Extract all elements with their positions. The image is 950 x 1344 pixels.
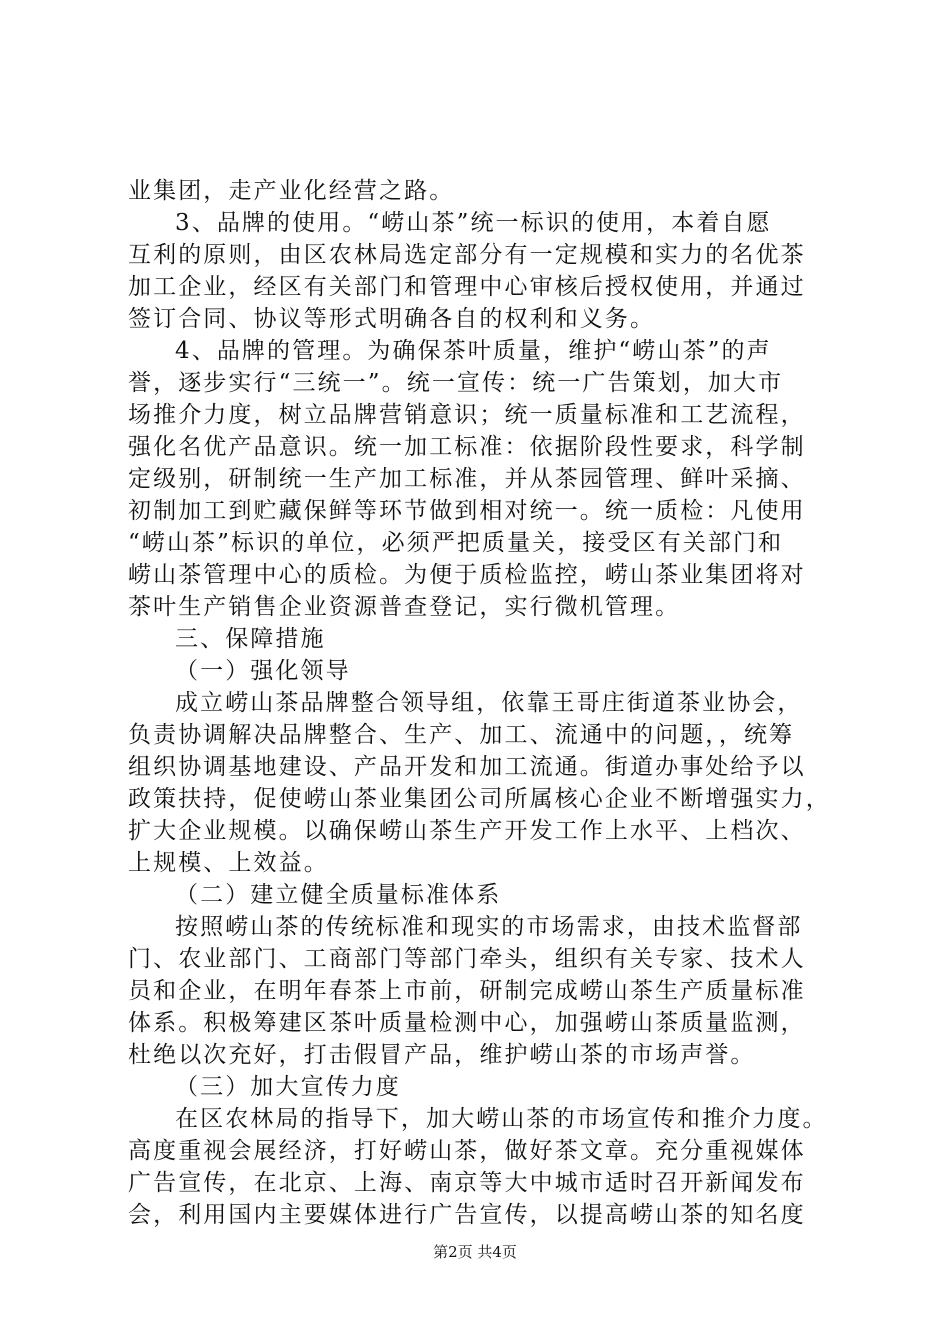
body-text-line: 高度重视会展经济，打好崂山茶，做好茶文章。充分重视媒体 [128,1138,806,1164]
body-text-line: 上规模、上效益。 [128,850,329,876]
body-text-line: 杜绝以次充好，打击假冒产品，维护崂山茶的市场声誉。 [128,1042,756,1068]
body-text-line: 政策扶持，促使崂山茶业集团公司所属核心企业不断增强实力， [128,786,831,812]
body-text-line: 扩大企业规模。以确保崂山茶生产开发工作上水平、上档次、 [128,818,806,844]
body-text-line: 负责协调解决品牌整合、生产、加工、流通中的问题，，统筹 [128,722,795,748]
body-text-line: 成立崂山茶品牌整合领导组，依靠王哥庄街道茶业协会， [175,690,803,716]
body-text-line: 业集团，走产业化经营之路。 [128,178,455,204]
body-text-line: 门、农业部门、工商部门等部门牵头，组织有关专家、技术人 [128,946,806,972]
subsection-heading: （一）强化领导 [175,658,351,684]
body-text-line: 广告宣传，在北京、上海、南京等大中城市适时召开新闻发布 [128,1170,806,1196]
body-text-line: 定级别，研制统一生产加工标准，并从茶园管理、鲜叶采摘、 [128,466,806,492]
item-4-heading-line: 4、品牌的管理。为确保茶叶质量，维护“崂山茶”的声 [175,338,772,364]
body-text-line: 互利的原则，由区农林局选定部分有一定规模和实力的名优茶 [128,242,806,268]
body-text-line: 员和企业，在明年春茶上市前，研制完成崂山茶生产质量标准 [128,978,806,1004]
body-text-line: 按照崂山茶的传统标准和现实的市场需求，由技术监督部 [175,914,803,940]
body-text-line: 初制加工到贮藏保鲜等环节做到相对统一。统一质检：凡使用 [128,498,806,524]
body-text-line: 崂山茶管理中心的质检。为便于质检监控，崂山茶业集团将对 [128,562,806,588]
body-text-line: 在区农林局的指导下，加大崂山茶的市场宣传和推介力度。 [175,1106,828,1132]
body-text-line: 组织协调基地建设、产品开发和加工流通。街道办事处给予以 [128,754,806,780]
section-heading: 三、保障措施 [175,626,326,652]
page-number-footer: 第2页 共4页 [433,1243,517,1261]
item-3-heading-line: 3、品牌的使用。“崂山茶”统一标识的使用，本着自愿 [175,210,772,236]
body-text-line: 体系。积极筹建区茶叶质量检测中心，加强崂山茶质量监测， [128,1010,806,1036]
body-text-line: 签订合同、协议等形式明确各自的权利和义务。 [128,306,656,332]
body-text-line: 加工企业，经区有关部门和管理中心审核后授权使用，并通过 [128,274,806,300]
subsection-heading: （二）建立健全质量标准体系 [175,882,502,908]
body-text-line: 场推介力度，树立品牌营销意识；统一质量标准和工艺流程， [128,402,806,428]
body-text-line: 茶叶生产销售企业资源普查登记，实行微机管理。 [128,594,681,620]
body-text-line: 强化名优产品意识。统一加工标准：依据阶段性要求，科学制 [128,434,806,460]
body-text-line: “崂山茶”标识的单位，必须严把质量关，接受区有关部门和 [128,530,784,556]
body-text-line: 会，利用国内主要媒体进行广告宣传，以提高崂山茶的知名度 [128,1202,806,1228]
subsection-heading: （三）加大宣传力度 [175,1074,401,1100]
body-text-line: 誉，逐步实行“三统一”。统一宣传：统一广告策划，加大市 [128,370,784,396]
